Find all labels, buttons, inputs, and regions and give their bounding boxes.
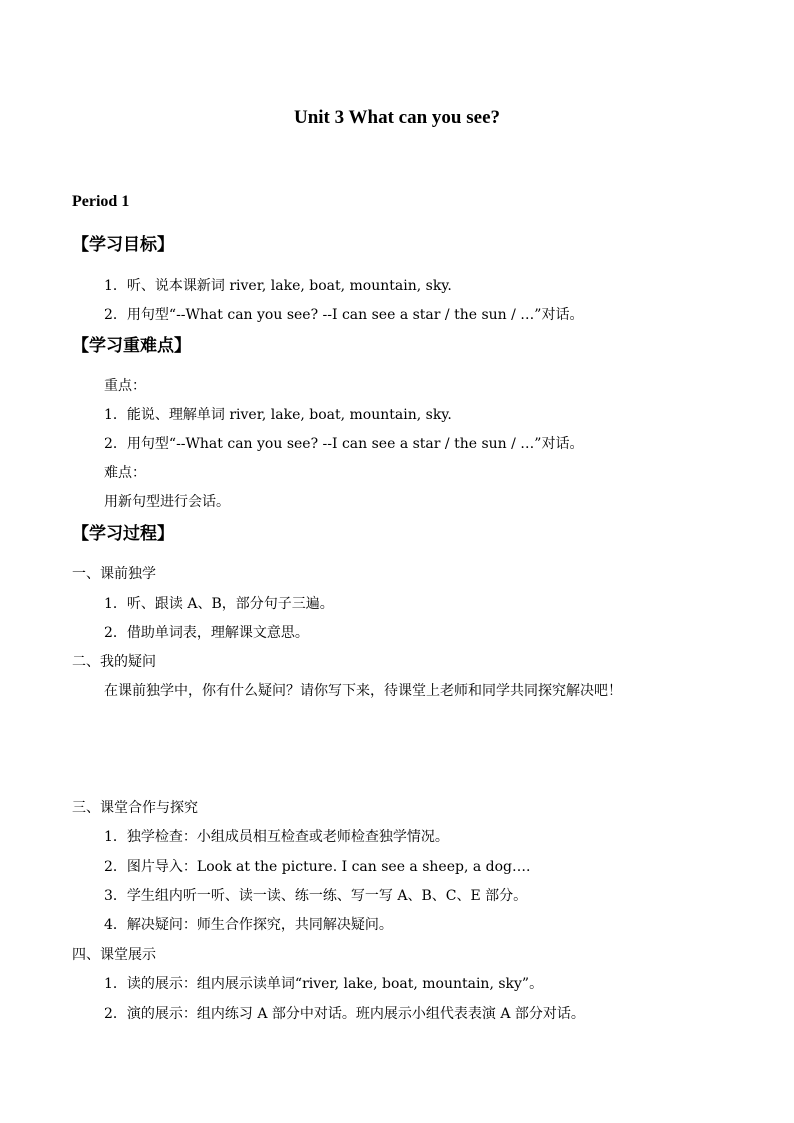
period-label: Period 1 <box>72 193 130 210</box>
focus-item: 1．能说、理解单词 river, lake, boat, mountain, sky. <box>104 407 452 423</box>
goal-item: 2．用句型“--What can you see? --I can see a star / the sun / …”对话。 <box>104 307 584 323</box>
focus-label: 重点： <box>104 378 146 394</box>
process-part-title: 一、课前独学 <box>72 566 156 582</box>
process-item: 2．借助单词表，理解课文意思。 <box>104 625 309 641</box>
process-item: 2．演的展示：组内练习 A 部分中对话。班内展示小组代表表演 A 部分对话。 <box>104 1006 585 1022</box>
process-item: 1．独学检查：小组成员相互检查或老师检查独学情况。 <box>104 829 449 845</box>
key-points-heading: 【学习重难点】 <box>72 336 191 356</box>
goals-heading: 【学习目标】 <box>72 235 174 255</box>
difficulty-label: 难点： <box>104 465 146 481</box>
focus-item: 2．用句型“--What can you see? --I can see a star / the sun / …”对话。 <box>104 436 584 452</box>
process-part-title: 三、课堂合作与探究 <box>72 800 198 816</box>
goal-item: 1．听、说本课新词 river, lake, boat, mountain, sky. <box>104 278 452 294</box>
process-item: 在课前独学中，你有什么疑问？请你写下来，待课堂上老师和同学共同探究解决吧！ <box>104 683 622 699</box>
process-item: 4．解决疑问：师生合作探究，共同解决疑问。 <box>104 917 393 933</box>
process-part-title: 四、课堂展示 <box>72 947 156 963</box>
process-item: 3．学生组内听一听、读一读、练一练、写一写 A、B、C、E 部分。 <box>104 888 528 904</box>
process-item: 2．图片导入：Look at the picture. I can see a sheep, a dog…. <box>104 859 531 875</box>
process-part-title: 二、我的疑问 <box>72 654 156 670</box>
process-item: 1．读的展示：组内展示读单词“river, lake, boat, mountain, sky”。 <box>104 976 544 992</box>
document-title: Unit 3 What can you see? <box>293 107 501 128</box>
process-item: 1．听、跟读 A、B，部分句子三遍。 <box>104 596 334 612</box>
difficulty-text: 用新句型进行会话。 <box>104 494 230 510</box>
process-heading: 【学习过程】 <box>72 524 174 544</box>
